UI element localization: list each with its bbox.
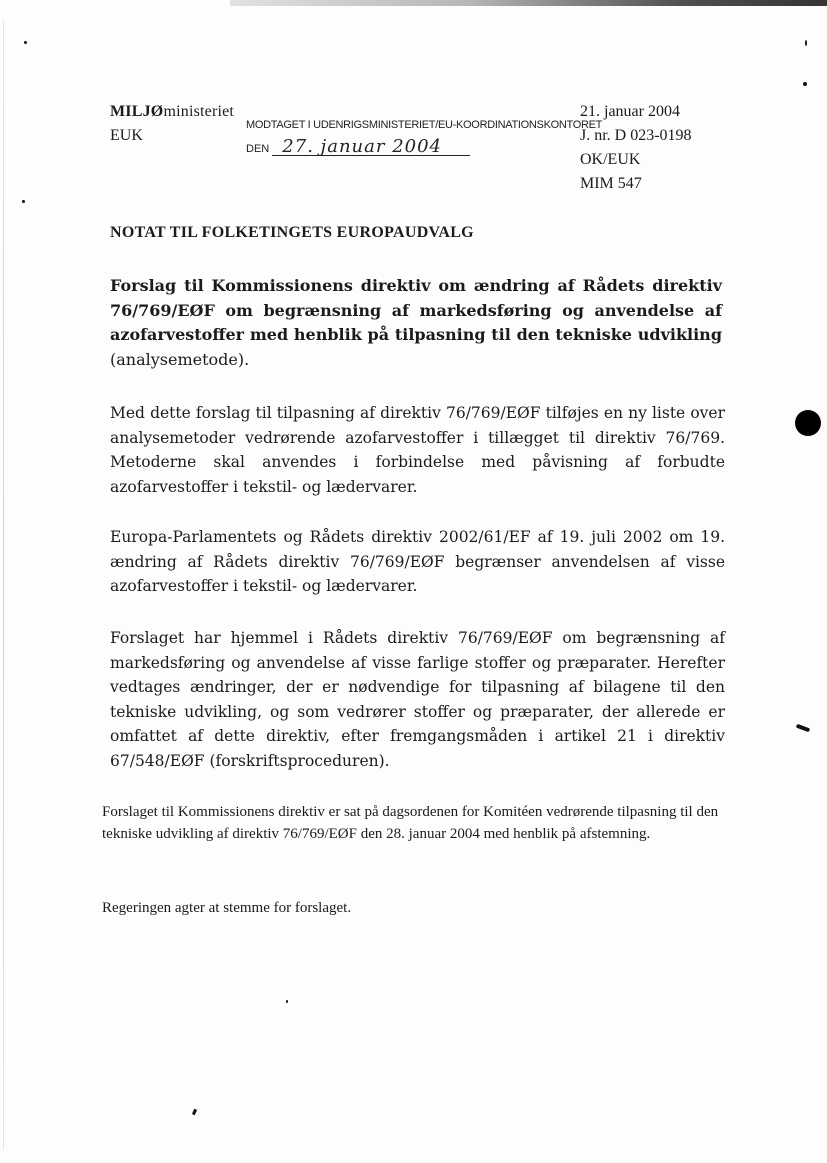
ministry-name-bold: MILJØ xyxy=(110,103,164,120)
subject-normal: (analysemetode). xyxy=(110,349,250,369)
journal-number: J. nr. D 023-0198 xyxy=(580,127,692,144)
scan-speck xyxy=(286,1000,288,1003)
scan-speck xyxy=(803,82,807,86)
body-paragraph-1: Med dette forslag til tilpasning af direktiv 76/769/EØF tilføjes en ny liste over analysemetoder vedrørende azofarvestoffer i tillægget til direktiv 76/769. Metoderne skal anvendes i forbindelse med påvisning af forbudte azofarvestoffer i tekstil- og lædervarer. xyxy=(110,404,725,496)
punch-hole xyxy=(795,410,821,436)
subject-bold: Forslag til Kommissionens direktiv om ændring af Rådets direktiv 76/769/EØF om begrænsning af markedsføring og anvendelse af azofarvestoffer med henblik på tilpasning til den tekniske udvikling xyxy=(110,276,722,344)
received-stamp-date xyxy=(246,136,470,157)
ministry-name xyxy=(110,100,234,124)
stamp-den-label: DEN xyxy=(246,143,270,155)
sender-block xyxy=(110,100,234,148)
scan-speck xyxy=(22,200,25,203)
scan-speck xyxy=(24,41,27,44)
scan-edge-shadow xyxy=(230,0,827,6)
unit-name: EUK xyxy=(110,127,143,144)
body-paragraph-5: Regeringen agter at stemme for forslaget. xyxy=(102,900,352,916)
subject-heading xyxy=(110,274,722,372)
received-stamp: MODTAGET I UDENRIGSMINISTERIET/EU-KOORDINATIONSKONTORET xyxy=(246,119,603,131)
office-code: OK/EUK xyxy=(580,151,641,168)
body-paragraph-4: Forslaget til Kommissionens direktiv er sat på dagsordenen for Komitéen vedrørende tilpasning til den tekniske udvikling af direktiv 76/769/EØF den 28. januar 2004 med henblik på afstemning. xyxy=(102,804,719,842)
scan-speck xyxy=(796,724,811,733)
document-title: NOTAT TIL FOLKETINGETS EUROPAUDVALG xyxy=(110,224,474,241)
ministry-name-rest: ministeriet xyxy=(163,103,235,120)
body-paragraph-2: Europa-Parlamentets og Rådets direktiv 2002/61/EF af 19. juli 2002 om 19. ændring af Rådets direktiv 76/769/EØF begrænser anvendelsen af visse azofarvestoffer i tekstil- og lædervarer. xyxy=(110,528,725,595)
scan-speck xyxy=(192,1109,197,1116)
scan-speck xyxy=(805,40,807,46)
document-date: 21. januar 2004 xyxy=(580,103,680,120)
handwritten-date: 27. januar 2004 xyxy=(272,139,470,156)
reference-number: MIM 547 xyxy=(580,175,642,192)
body-paragraph-3: Forslaget har hjemmel i Rådets direktiv 76/769/EØF om begrænsning af markedsføring og anvendelse af visse farlige stoffer og præparater. Herefter vedtages ændringer, der er nødvendige for tilpasning af bilagene til den tekniske udvikling, og som vedrører stoffer og præparater, der allerede er omfattet af dette direktiv, efter fremgangsmåden i artikel 21 i direktiv 67/548/EØF (forskriftsproceduren). xyxy=(110,629,725,770)
reference-block xyxy=(580,100,692,196)
scan-margin-line xyxy=(3,20,4,1150)
